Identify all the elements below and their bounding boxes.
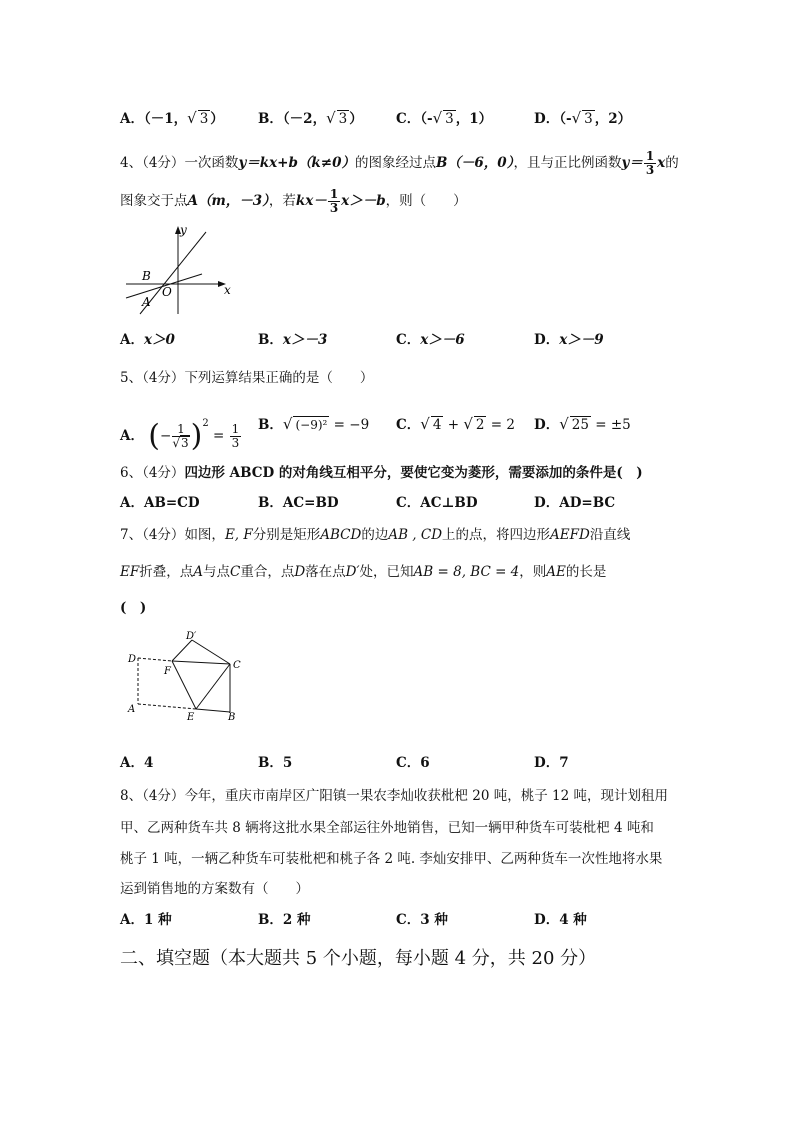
question-text: 图象交于点 [120,193,188,209]
question-text: 下列运算结果正确的是（ ） [184,370,374,386]
option-value: 5 [282,755,293,771]
equals-value: = 2 [490,417,515,433]
option-value: AB=CD [143,495,200,511]
denominator: 3 [329,201,339,215]
option-value: 3 种 [420,912,448,928]
section-heading: 二、填空题（本大题共 5 个小题，每小题 4 分，共 20 分） [120,948,597,969]
question-text: 运到销售地的方案数有（ ） [120,881,309,897]
q4-graph-figure [118,222,238,322]
inequality: kx－ [295,193,327,209]
question-text: 的边 [361,527,389,543]
radicand: 3 [180,436,189,450]
edge-eb [196,709,230,712]
question-text: 今年，重庆市南岸区广阳镇一果农李灿收获枇杷 20 吨，桃子 12 吨，现计划租用 [184,788,668,804]
math-text: D [294,564,306,580]
label-a: A [128,704,136,715]
sqrt-sign: √ [187,109,197,127]
option-label: D． [534,111,560,127]
point-b: B（－6，0） [436,155,514,171]
question-text: 沿直线 [589,527,631,543]
fraction [230,423,242,450]
fraction [644,150,656,177]
question-text: 的 [665,155,679,171]
option-label: B． [258,755,283,771]
exponent: 2 [202,418,209,429]
option-text: ，1） [455,111,493,127]
q5-option-d [534,414,631,435]
option-label: C． [396,755,421,771]
numerator: 1 [645,149,655,163]
option-value: 6 [420,755,430,771]
q6-stem [120,463,643,483]
option-label: A． [120,495,144,511]
question-text: 处，已知 [359,564,414,580]
question-text: 甲、乙两种货车共 8 辆将这批水果全部运往外地销售，已知一辆甲种货车可装枇杷 4 吨和 [120,820,654,836]
edge-dashed-ae [138,704,196,709]
question-text: 折叠，点 [139,564,194,580]
math-text: ABCD [320,527,362,543]
q7-line-2 [120,562,606,582]
radicand: (−9)² [295,418,328,432]
radicand: 3 [584,111,593,127]
denominator [172,437,189,450]
left-paren: ( [148,418,160,454]
sqrt-sign: √ [559,415,569,433]
sqrt-sign: √ [571,109,582,127]
label-b: B [228,712,236,723]
question-number: 4、（4分） [120,155,185,171]
math-text: AEFD [550,527,590,543]
sqrt-sign: √ [463,415,473,433]
option-value: x＞0 [143,332,175,348]
q8-line-4 [120,879,309,899]
label-d: D [128,654,137,665]
label-d-prime: D′ [186,631,197,642]
option-label: A． [120,755,144,771]
option-label: B． [258,495,283,511]
q3-option-d [534,108,631,129]
option-value: 1 种 [143,912,172,928]
option-value: x＞－6 [420,332,465,348]
option-label: A． [120,912,144,928]
q8-option-a [120,910,172,930]
right-paren: ) [190,418,203,454]
sqrt-sign: √ [172,436,180,450]
math-text: EF [120,564,140,580]
numerator: 1 [329,187,339,201]
plus-sign: + [447,417,460,433]
q3-option-b [258,108,363,129]
option-label: B． [258,332,283,348]
q5-option-c [396,414,515,435]
option-label: C． [396,111,421,127]
numerator: 1 [231,422,240,436]
radicand: 25 [571,417,589,433]
option-value: x＞－3 [282,332,328,348]
label-x: x [224,283,231,297]
equals-value: = ±5 [595,417,631,433]
edge-dashed-df [138,658,172,661]
math-text: AB = 8, BC = 4 [413,564,520,580]
option-label: A． [120,428,144,444]
question-number: 5、（4分） [120,370,185,386]
label-e: E [187,712,195,723]
sqrt-sign: √ [282,415,293,433]
q3-option-a [120,108,224,129]
q6-option-a [120,493,200,513]
option-label: C． [396,417,421,433]
question-text: 分别是矩形 [252,527,321,543]
q7-option-b [258,753,292,773]
equals: = [213,428,225,444]
q4-line-1 [120,150,679,177]
denominator: 3 [645,163,655,177]
equation: y＝ [621,155,643,171]
option-text: ） [210,111,224,127]
option-text: （- [420,111,433,127]
question-text: 的长是 [565,564,607,580]
q5-option-a [120,404,242,457]
q4-option-b [258,330,327,350]
question-number: 8、（4分） [120,788,185,804]
radicand: 4 [432,417,442,433]
radicand: 3 [199,111,209,127]
option-text: ） [349,111,363,127]
sqrt-sign: √ [432,109,443,127]
option-text: （－1， [143,111,188,127]
label-a: A [142,295,151,309]
question-number: 7、（4分） [120,527,185,543]
option-label: D． [534,755,560,771]
label-y: y [180,223,187,237]
q7-option-c [396,753,430,773]
option-value: AD=BC [559,495,616,511]
q5-option-b [258,414,369,435]
q7-line-3 [120,598,146,618]
label-c: C [233,660,241,671]
option-value: 4 种 [559,912,587,928]
option-value: x＞－9 [559,332,604,348]
question-number: 6、（4分） [120,465,185,481]
q7-option-d [534,753,569,773]
option-label: D． [534,912,560,928]
question-text: 落在点 [305,564,346,580]
option-label: C． [396,332,421,348]
option-value: AC=BD [282,495,339,511]
option-label: D． [534,495,560,511]
q5-stem [120,368,373,388]
equation: y＝kx+b（k≠0） [238,155,355,171]
fraction [172,423,189,450]
edge-d2c [192,640,230,664]
math-text: D′ [345,564,360,580]
option-value: 2 种 [282,912,311,928]
sqrt-sign: √ [326,109,336,127]
math-text: E, F [224,527,253,543]
radicand: 2 [475,417,485,433]
equation: x [657,155,666,171]
question-text: ，则 [519,564,547,580]
inequality: x＞－b [341,193,386,209]
question-text: 桃子 1 吨，一辆乙种货车可装枇杷和桃子各 2 吨. 李灿安排甲、乙两种货车一次性地将水果 [120,851,663,867]
edge-fd2 [172,640,192,661]
label-b: B [142,269,151,283]
question-text: 重合，点 [240,564,295,580]
math-text: AB , CD [388,527,443,543]
math-text: C [229,564,241,580]
option-label: D． [534,417,560,433]
question-text: ，则（ ） [385,193,467,209]
question-text: 上的点，将四边形 [442,527,551,543]
option-label: A． [120,111,144,127]
fraction [328,188,340,215]
denominator: 3 [231,436,240,450]
q6-option-d [534,493,615,513]
q8-line-2 [120,818,654,838]
option-label: B． [258,417,283,433]
option-label: D． [534,332,560,348]
option-value: 7 [559,755,569,771]
point-a: A（m，－3） [187,193,269,209]
q4-option-d [534,330,604,350]
math-text: AE [546,564,566,580]
q8-line-3 [120,849,662,869]
question-text: ，若 [268,193,296,209]
edge-ef [172,661,196,709]
radicand: 3 [338,111,348,127]
option-label: B． [258,111,283,127]
label-f: F [164,666,171,677]
option-value: 4 [143,755,154,771]
option-label: C． [396,912,421,928]
edge-ec [196,664,230,709]
option-value: AC⊥BD [420,495,478,511]
equals-value: = −9 [333,417,370,433]
question-text: 的图象经过点 [355,155,436,171]
q4-line-2 [120,188,467,215]
sqrt-sign: √ [420,415,430,433]
question-text: 一次函数 [184,155,239,171]
q4-option-a [120,330,175,350]
option-label: B． [258,912,283,928]
option-text: ，2） [594,111,632,127]
option-text: （- [559,111,572,127]
math-text: A [193,564,203,580]
q7-option-a [120,753,153,773]
q8-line-1 [120,786,668,806]
q8-option-c [396,910,448,930]
question-text: 如图， [184,527,225,543]
question-text: 四边形 ABCD 的对角线互相平分，要使它变为菱形，需要添加的条件是( ) [184,465,643,481]
radicand: 3 [445,111,454,127]
option-label: C． [396,495,421,511]
q8-option-b [258,910,311,930]
q6-option-b [258,493,339,513]
edge-fc [172,661,230,664]
q3-option-c [396,108,492,129]
numerator: 1 [172,423,189,437]
q7-fold-figure [124,628,254,743]
q7-line-1 [120,525,630,545]
label-o: O [162,285,172,299]
minus-sign: − [160,428,172,444]
q8-option-d [534,910,587,930]
question-text: 与点 [202,564,230,580]
answer-paren: ( ) [120,600,147,616]
question-text: ，且与正比例函数 [513,155,622,171]
q4-option-c [396,330,465,350]
option-label: A． [120,332,144,348]
option-text: （－2， [282,111,327,127]
q6-option-c [396,493,478,513]
